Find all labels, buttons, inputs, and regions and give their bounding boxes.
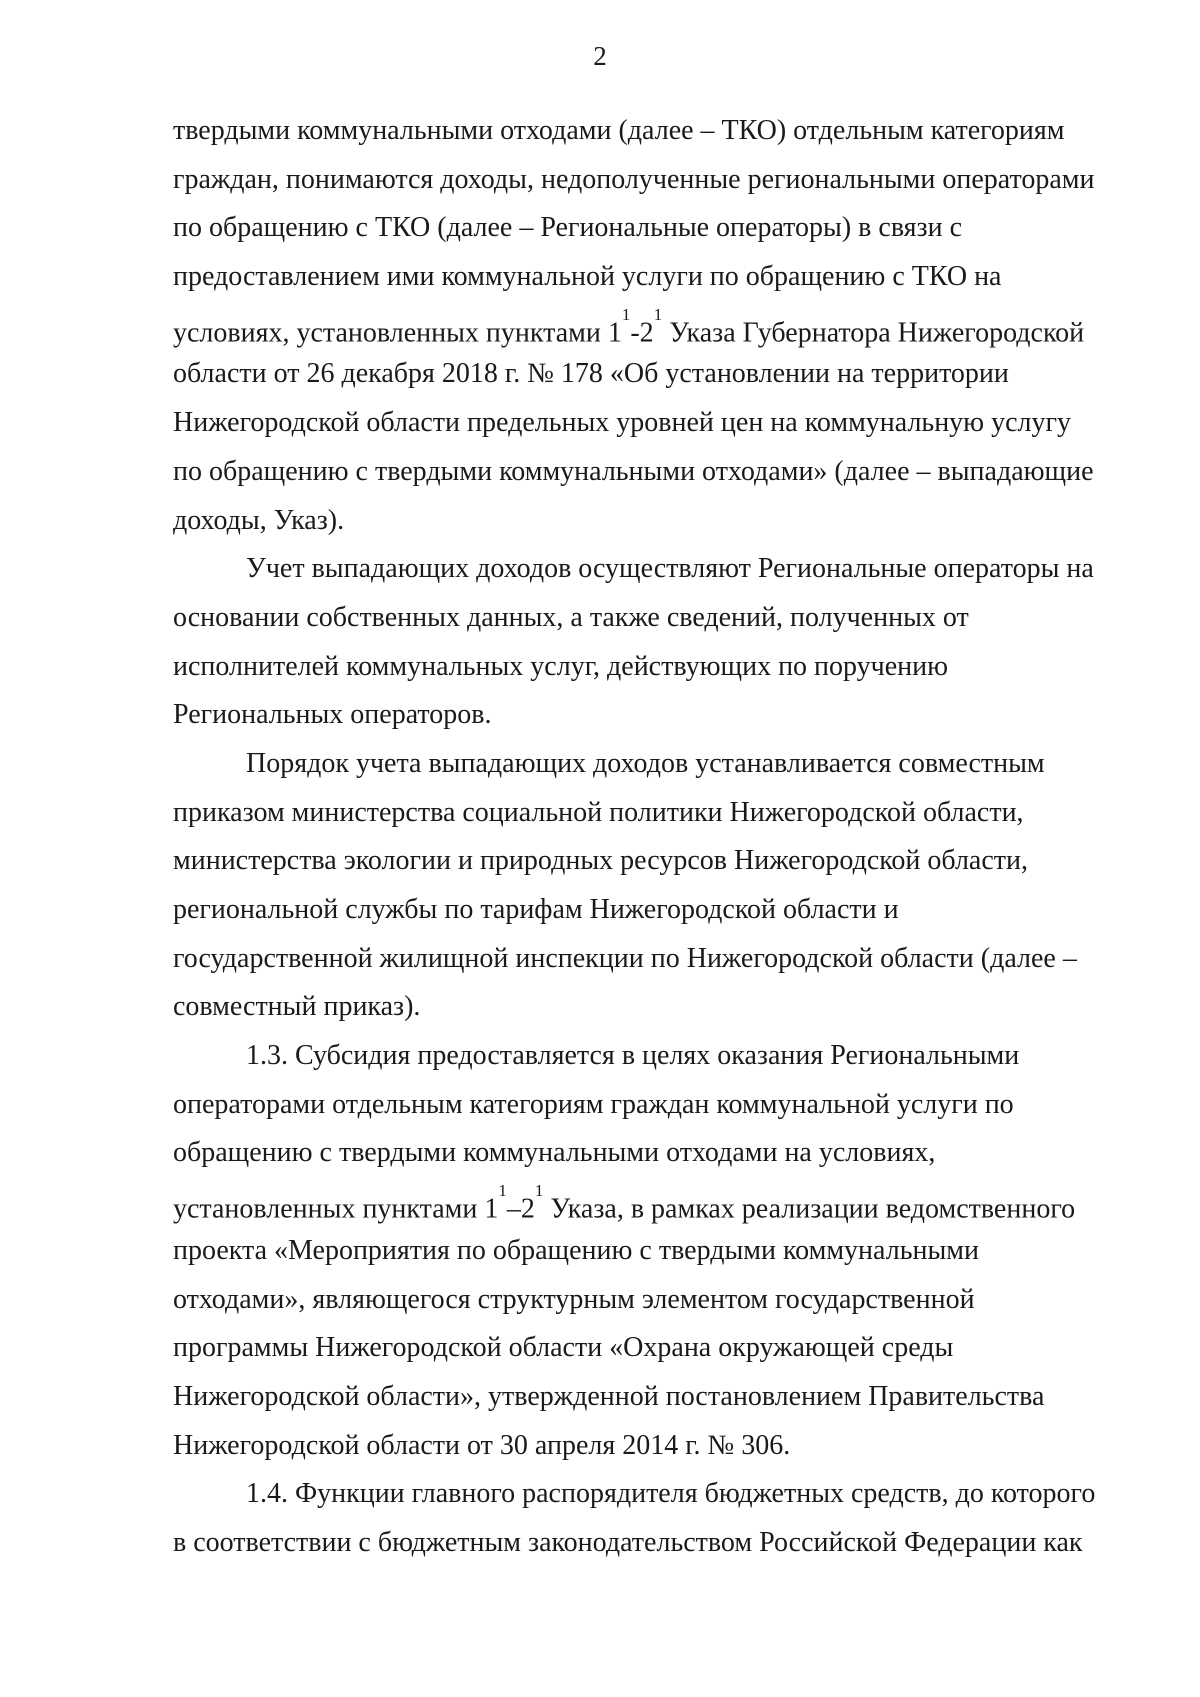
text-line: в соответствии с бюджетным законодательством Российской Федерации как [173, 1526, 1083, 1558]
paragraph-joint-order [173, 740, 1115, 1032]
text-line: совместный приказ). [173, 991, 421, 1023]
text-line: министерства экологии и природных ресурсов Нижегородской области, [173, 845, 1029, 877]
text-line: проекта «Мероприятия по обращению с твердыми коммунальными [173, 1234, 979, 1266]
text-run: установленных пунктами 1 [173, 1193, 499, 1225]
superscript: 1 [534, 1181, 544, 1201]
text-line: доходы, Указ). [173, 504, 345, 536]
text-line: 1.3. Субсидия предоставляется в целях оказания Региональными [246, 1040, 1020, 1072]
superscript: 1 [653, 304, 663, 324]
superscript: 1 [498, 1181, 507, 1201]
text-run: –2 [506, 1193, 535, 1225]
text-line: Региональных операторов. [173, 699, 492, 731]
text-line: обращению с твердыми коммунальными отходами на условиях, [173, 1137, 936, 1169]
text-line: Нижегородской области от 30 апреля 2014 г. № 306. [173, 1429, 791, 1461]
text-run: -2 [630, 317, 654, 349]
paragraph-section-1-4 [173, 1470, 1115, 1567]
text-line: граждан, понимаются доходы, недополученные региональными операторами [173, 163, 1095, 195]
text-run: Указа, в рамках реализации ведомственного [543, 1193, 1076, 1225]
text-run: условиях, установленных пунктами 1 [173, 317, 622, 349]
text-line: твердыми коммунальными отходами (далее – ТКО) отдельным категориям [173, 115, 1065, 146]
text-line: Нижегородской области», утвержденной постановлением Правительства [173, 1380, 1045, 1412]
text-line: программы Нижегородской области «Охрана окружающей среды [173, 1332, 954, 1364]
text-line: операторами отдельным категориям граждан коммунальной услуги по [173, 1088, 1014, 1120]
text-line: Учет выпадающих доходов осуществляют Региональные операторы на [246, 553, 1094, 585]
text-line: по обращению с ТКО (далее – Региональные операторы) в связи с [173, 212, 963, 244]
page-number: 2 [593, 41, 607, 71]
paragraph-section-1-3 [173, 1032, 1115, 1470]
text-line: Нижегородской области предельных уровней цен на коммунальную услугу [173, 407, 1071, 439]
text-line: исполнителей коммунальных услуг, действующих по поручению [173, 650, 949, 682]
body-text [173, 107, 1115, 1568]
text-line: предоставлением ими коммунальной услуги по обращению с ТКО на [173, 261, 1002, 293]
text-run: Указа Губернатора Нижегородской [662, 317, 1085, 349]
text-line-with-superscripts [173, 1178, 1115, 1227]
text-line: отходами», являющегося структурным элементом государственной [173, 1283, 975, 1315]
text-line: основании собственных данных, а также сведений, полученных от [173, 601, 969, 633]
paragraph-income-accounting [173, 545, 1115, 740]
paragraph-tko-income [173, 107, 1115, 545]
text-line: региональной службы по тарифам Нижегородской области и [173, 894, 899, 925]
superscript: 1 [621, 304, 631, 324]
text-line: государственной жилищной инспекции по Нижегородской области (далее – [173, 942, 1077, 974]
text-line: 1.4. Функции главного распорядителя бюджетных средств, до которого [246, 1478, 1096, 1510]
text-line: приказом министерства социальной политики Нижегородской области, [173, 796, 1024, 828]
text-line: Порядок учета выпадающих доходов устанавливается совместным [246, 747, 1045, 779]
text-line: по обращению с твердыми коммунальными отходами» (далее – выпадающие [173, 455, 1094, 487]
text-line-with-superscripts [173, 302, 1115, 351]
text-line: области от 26 декабря 2018 г. № 178 «Об установлении на территории [173, 358, 1009, 390]
